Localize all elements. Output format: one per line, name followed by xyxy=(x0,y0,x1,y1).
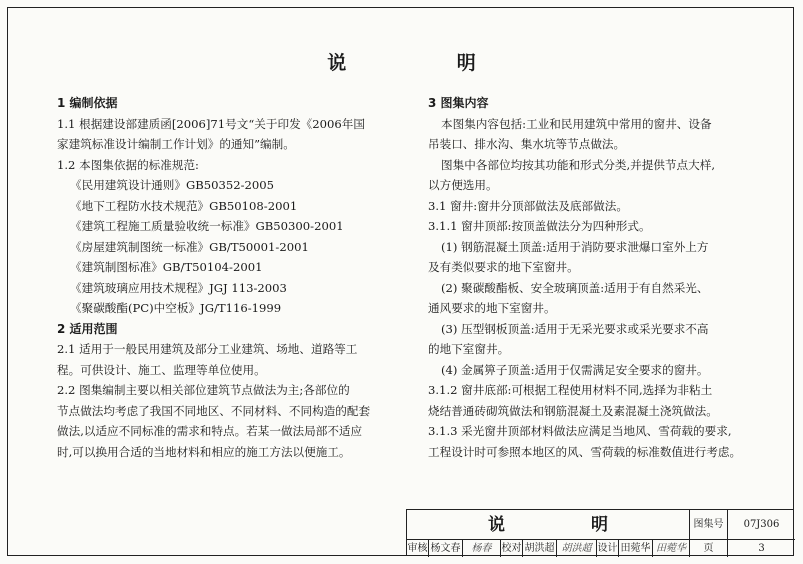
clause-1-1-line-1: 1.1 根据建设部建质函[2006]71号文“关于印发《2006年国 xyxy=(57,116,365,131)
standard-item: 《聚碳酸酯(PC)中空板》JG/T116-1999 xyxy=(70,301,282,315)
review-label: 审核 xyxy=(407,540,429,557)
clause-3-1-2-line-2: 烧结普通砖砌筑做法和钢筋混凝土及素混凝土浇筑做法。 xyxy=(428,403,718,418)
atlas-number-label: 图集号 xyxy=(690,510,728,540)
clause-2-2-line-2: 节点做法均考虑了我国不同地区、不同材料、不同构造的配套 xyxy=(57,403,371,418)
item-3-line-2: 的地下室窗井。 xyxy=(428,342,510,356)
item-4: (4) 金属箅子顶盖:适用于仅需满足安全要求的窗井。 xyxy=(441,362,709,377)
standard-item: 《民用建筑设计通则》GB50352-2005 xyxy=(70,178,275,192)
page-number: 3 xyxy=(758,543,765,554)
clause-3-1: 3.1 窗井:窗井分顶部做法及底部做法。 xyxy=(428,198,628,213)
clause-3-1-3-line-1: 3.1.3 采光窗井顶部材料做法应满足当地风、雪荷载的要求, xyxy=(428,424,732,438)
clause-1-1-line-2: 家建筑标准设计编制工作计划》的通知”编制。 xyxy=(57,137,295,151)
standard-item: 《房屋建筑制图统一标准》GB/T50001-2001 xyxy=(70,239,309,254)
signature-row xyxy=(407,540,795,557)
paragraph-1-line-2: 吊装口、排水沟、集水坑等节点做法。 xyxy=(428,137,626,151)
section-2-heading: 2 适用范围 xyxy=(57,321,118,336)
paragraph-2-line-1: 图集中各部位均按其功能和形式分类,并提供节点大样, xyxy=(441,157,716,172)
check-label: 校对 xyxy=(501,540,523,557)
reviewer-name: 杨文春 xyxy=(429,540,463,557)
atlas-number-value: 07J306 xyxy=(728,510,795,540)
clause-2-1-line-1: 2.1 适用于一般民用建筑及部分工业建筑、场地、道路等工 xyxy=(57,342,358,356)
clause-2-2-line-3: 做法,以适应不同标准的需求和特点。若某一做法局部不适应 xyxy=(57,424,363,438)
section-3-heading: 3 图集内容 xyxy=(428,96,489,110)
page-label: 页 xyxy=(690,540,728,557)
left-column xyxy=(57,93,397,462)
title-block xyxy=(406,509,794,556)
title-block-name: 说 明 xyxy=(407,510,690,540)
item-3-line-1: (3) 压型钢板顶盖:适用于无采光要求或采光要求不高 xyxy=(441,321,709,336)
item-1-line-2: 及有类似要求的地下室窗井。 xyxy=(428,260,579,274)
clause-3-1-1: 3.1.1 窗井顶部:按顶盖做法分为四种形式。 xyxy=(428,219,651,233)
clause-1-2: 1.2 本图集依据的标准规范: xyxy=(57,157,199,172)
clause-3-1-3-line-2: 工程设计时可参照本地区的风、雪荷载的标准数值进行考虑。 xyxy=(428,444,742,459)
clause-2-2-line-1: 2.2 图集编制主要以相关部位建筑节点做法为主;各部位的 xyxy=(57,383,350,397)
standard-item: 《建筑玻璃应用技术规程》JGJ 113-2003 xyxy=(70,280,287,295)
standard-item: 《建筑制图标准》GB/T50104-2001 xyxy=(70,260,263,274)
right-column xyxy=(428,93,788,462)
page-title: 说 明 xyxy=(327,52,528,74)
paragraph-1-line-1: 本图集内容包括:工业和民用建筑中常用的窗井、设备 xyxy=(441,116,712,131)
item-1-line-1: (1) 钢筋混凝土顶盖:适用于消防要求泄爆口室外上方 xyxy=(441,239,709,254)
clause-2-1-line-2: 程。可供设计、施工、监理等单位使用。 xyxy=(57,362,266,377)
designer-signature: 田菀华 xyxy=(653,540,690,557)
design-label: 设计 xyxy=(597,540,619,557)
clause-3-1-2-line-1: 3.1.2 窗井底部:可根据工程使用材料不同,选择为非粘土 xyxy=(428,383,713,397)
standard-item: 《建筑工程施工质量验收统一标准》GB50300-2001 xyxy=(70,219,344,233)
paragraph-2-line-2: 以方便选用。 xyxy=(428,178,498,192)
clause-2-2-line-4: 时,可以换用合适的当地材料和相应的施工方法以便施工。 xyxy=(57,444,351,459)
designer-name: 田菀华 xyxy=(619,540,653,557)
reviewer-signature: 杨春 xyxy=(463,540,501,557)
section-1-heading: 1 编制依据 xyxy=(57,96,118,110)
checker-name: 胡洪超 xyxy=(523,540,557,557)
item-2-line-2: 通风要求的地下室窗井。 xyxy=(428,301,556,315)
standard-item: 《地下工程防水技术规范》GB50108-2001 xyxy=(70,198,298,213)
checker-signature: 胡洪超 xyxy=(557,540,597,557)
item-2-line-1: (2) 聚碳酸酯板、安全玻璃顶盖:适用于有自然采光、 xyxy=(441,280,709,295)
